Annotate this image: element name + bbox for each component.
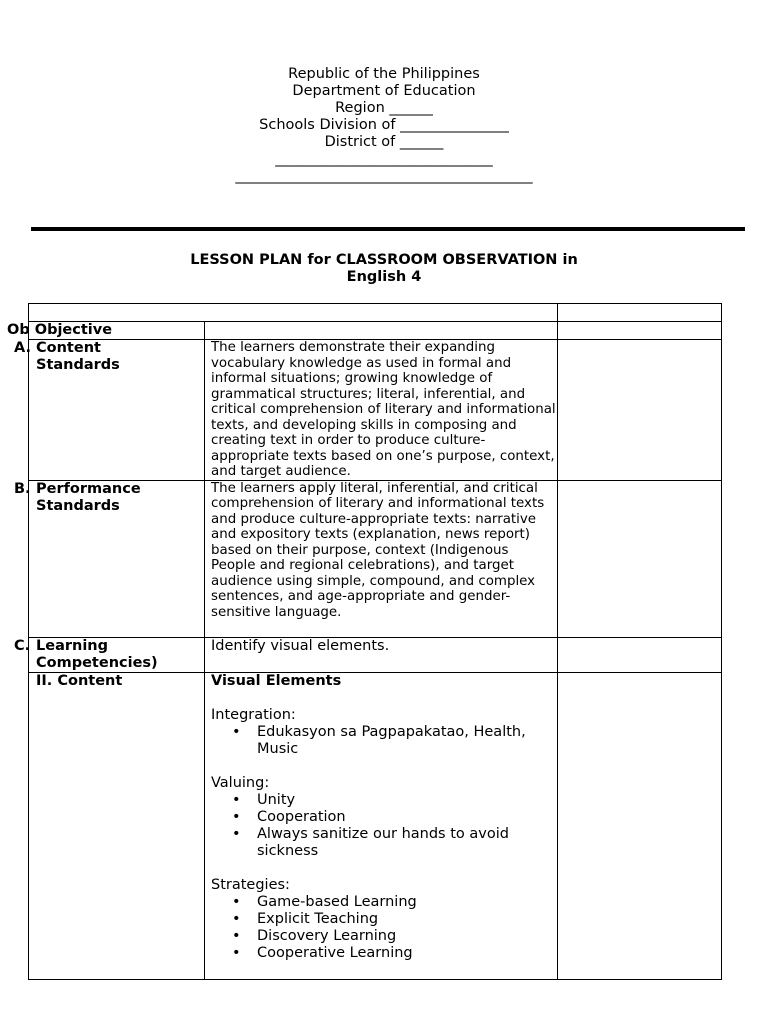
header-republic: Republic of the Philippines [288,66,480,82]
objective-row [29,322,722,340]
objective-text-cell [205,322,558,340]
list-item: • Discovery Learning [257,928,557,945]
header-blank-line-1: ______________________________ [275,151,493,167]
learning-competencies-marker: C. [14,637,31,654]
objective-label-cell [7,322,205,340]
objective-remarks-cell [558,322,722,340]
content-topic: Visual Elements [211,672,342,689]
header-district: District of ______ [324,134,444,150]
table-header-row [29,304,722,322]
performance-standards-row [29,480,722,637]
document-header [0,66,768,185]
objective-label: Ob Objective [7,322,113,338]
content-standards-label-1: Content [36,340,101,356]
header-cell-remarks [558,304,722,322]
content-standards-marker: A. [14,340,31,356]
header-divider [31,227,745,231]
content-row [29,672,722,979]
performance-standards-text: The learners apply literal, inferential, and critical comprehension of literary and informational texts and produce culture-appropriate texts: narrative and expository texts (explanation, news report) based on their purpose, context (Indigenous People and regional celebrations), and target audience using simple, compound, and complex sentences, and age-appropriate and gender-sensitive language. [205,480,558,637]
header-blank-line-2: _________________________________________ [235,168,533,184]
content-label: II. Content [36,672,123,689]
document-title [0,252,768,286]
performance-standards-label-1: Performance [36,480,141,497]
learning-competencies-label-2: Competencies) [36,654,158,671]
lesson-plan-table [7,303,722,980]
content-remarks-cell [558,672,722,979]
list-item: • Edukasyon sa Pagpapakatao, Health, Music [257,724,557,758]
learning-competencies-label-cell [14,637,205,672]
header-cell-blank [29,304,558,322]
content-standards-label-cell [14,340,205,481]
learning-competencies-label-1: Learning [36,637,109,654]
performance-standards-label-cell [14,480,205,637]
integration-list [211,724,557,758]
learning-competencies-row [29,637,722,672]
content-label-cell [29,672,205,979]
learning-competencies-text: Identify visual elements. [205,637,558,672]
content-standards-label-2: Standards [36,357,120,373]
list-item: • Game-based Learning [257,894,557,911]
learning-competencies-remarks-cell [558,637,722,672]
title-line-1: LESSON PLAN for CLASSROOM OBSERVATION in [190,252,578,268]
strategies-label: Strategies: [211,876,290,893]
performance-standards-label-2: Standards [36,497,120,514]
content-standards-row [29,340,722,481]
performance-standards-marker: B. [14,480,31,497]
valuing-list [211,792,557,860]
header-division: Schools Division of _______________ [259,117,509,133]
list-item: • Always sanitize our hands to avoid sickness [257,826,557,860]
performance-standards-remarks-cell [558,480,722,637]
content-standards-text: The learners demonstrate their expanding vocabulary knowledge as used in formal and informal situations; growing knowledge of grammatical structures; literal, inferential, and critical comprehension of literary and informational texts, and developing skills in composing and creating text in order to produce culture-appropriate texts based on one’s purpose, context, and target audience. [205,340,558,481]
integration-label: Integration: [211,706,296,723]
title-line-2: English 4 [346,269,422,285]
content-detail-cell [205,672,558,979]
valuing-label: Valuing: [211,774,270,791]
list-item: • Cooperative Learning [257,945,557,962]
strategies-list [211,894,557,962]
list-item: • Unity [257,792,557,809]
header-region: Region ______ [335,100,433,116]
content-standards-remarks-cell [558,340,722,481]
header-department: Department of Education [292,83,476,99]
list-item: • Explicit Teaching [257,911,557,928]
list-item: • Cooperation [257,809,557,826]
